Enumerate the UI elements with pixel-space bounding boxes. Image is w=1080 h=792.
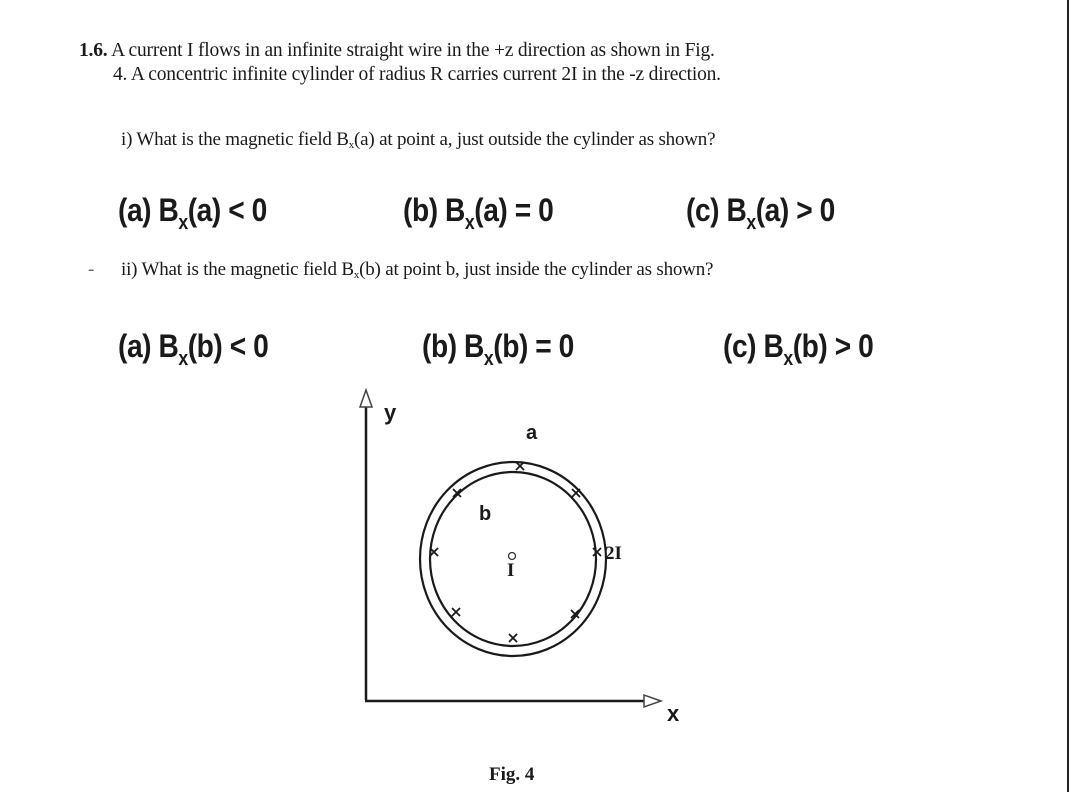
option-label: (c) B bbox=[723, 328, 784, 364]
y-axis-label: y bbox=[384, 400, 397, 425]
problem-number: 1.6. bbox=[79, 40, 108, 61]
current-into-page-markers bbox=[430, 462, 601, 642]
question-1-subscript: x bbox=[348, 139, 355, 151]
option-subscript: x bbox=[483, 348, 494, 370]
list-marker-dash: - bbox=[88, 259, 95, 280]
point-b-label: b bbox=[479, 503, 492, 525]
option-rest: (a) = 0 bbox=[474, 192, 554, 228]
problem-statement-line2: 4. A concentric infinite cylinder of radius R carries current 2I in the -z direction. bbox=[113, 64, 721, 85]
option-label: (a) B bbox=[118, 192, 179, 228]
cross-icon bbox=[572, 489, 580, 497]
option-rest: (b) > 0 bbox=[792, 328, 874, 364]
option-label: (b) B bbox=[403, 192, 465, 228]
option-label: (a) B bbox=[118, 328, 179, 364]
cross-icon bbox=[452, 608, 460, 616]
option-label: (c) B bbox=[686, 192, 747, 228]
option-subscript: x bbox=[783, 348, 793, 370]
option-subscript: x bbox=[746, 212, 756, 234]
question-2-prefix: ii) What is the magnetic field B bbox=[121, 259, 354, 280]
x-axis-label: x bbox=[667, 701, 680, 726]
cylinder-current-label: 2I bbox=[605, 543, 622, 564]
option-rest: (a) > 0 bbox=[755, 192, 835, 228]
question-2-subscript: x bbox=[353, 269, 360, 281]
option-rest: (a) < 0 bbox=[187, 192, 267, 228]
problem-text-line1: A current I flows in an infinite straight wire in the +z direction as shown in Fig. bbox=[111, 40, 715, 61]
question-1-prefix: i) What is the magnetic field B bbox=[121, 129, 349, 150]
point-a-label: a bbox=[526, 422, 538, 444]
option-rest: (b) = 0 bbox=[493, 328, 574, 364]
option-subscript: x bbox=[178, 348, 188, 370]
figure-caption: Fig. 4 bbox=[489, 764, 535, 785]
option-subscript: x bbox=[464, 212, 475, 234]
question-2-suffix: (b) at point b, just inside the cylinder as shown? bbox=[359, 259, 714, 280]
option-subscript: x bbox=[178, 212, 188, 234]
wire-out-of-page-icon bbox=[509, 553, 516, 560]
y-axis-arrowhead-icon bbox=[360, 390, 372, 407]
option-label: (b) B bbox=[422, 328, 484, 364]
cross-icon bbox=[509, 634, 517, 642]
wire-current-label: I bbox=[507, 560, 515, 581]
question-1-suffix: (a) at point a, just outside the cylinder as shown? bbox=[354, 129, 716, 150]
x-axis-arrowhead-icon bbox=[644, 695, 661, 707]
option-rest: (b) < 0 bbox=[187, 328, 269, 364]
